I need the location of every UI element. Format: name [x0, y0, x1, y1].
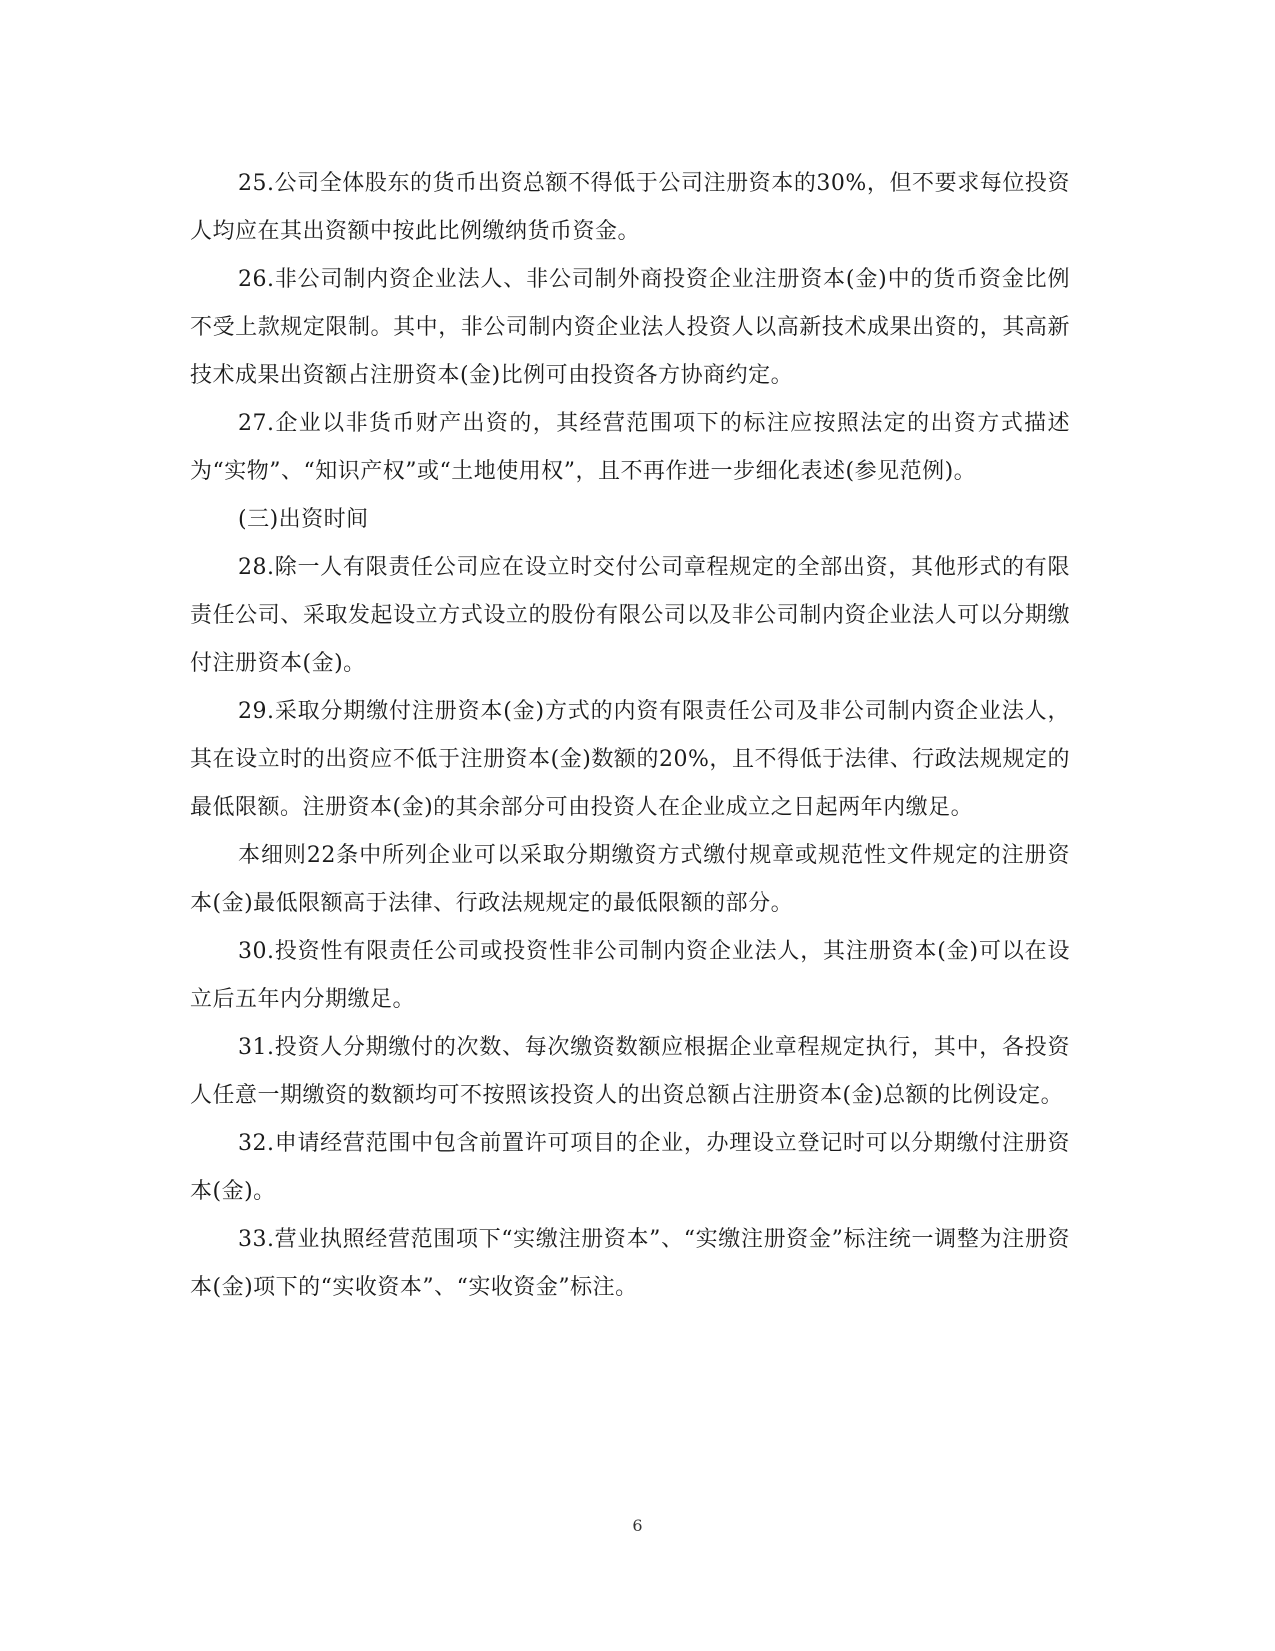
paragraph-32: 32.申请经营范围中包含前置许可项目的企业，办理设立登记时可以分期缴付注册资本(金)。 [190, 1131, 1070, 1204]
page-number: 6 [632, 1516, 643, 1535]
paragraph-29-note: 本细则22条中所列企业可以采取分期缴资方式缴付规章或规范性文件规定的注册资本(金)最低限额高于法律、行政法规规定的最低限额的部分。 [190, 843, 1070, 916]
paragraph-33: 33.营业执照经营范围项下“实缴注册资本”、“实缴注册资金”标注统一调整为注册资本(金)项下的“实收资本”、“实收资金”标注。 [190, 1227, 1070, 1300]
paragraph-26: 26.非公司制内资企业法人、非公司制外商投资企业注册资本(金)中的货币资金比例不受上款规定限制。其中，非公司制内资企业法人投资人以高新技术成果出资的，其高新技术成果出资额占注册资本(金)比例可由投资各方协商约定。 [190, 267, 1070, 388]
section-heading-capital-time: (三)出资时间 [238, 507, 369, 532]
paragraph-28: 28.除一人有限责任公司应在设立时交付公司章程规定的全部出资，其他形式的有限责任公司、采取发起设立方式设立的股份有限公司以及非公司制内资企业法人可以分期缴付注册资本(金)。 [190, 555, 1070, 676]
paragraph-27: 27.企业以非货币财产出资的，其经营范围项下的标注应按照法定的出资方式描述为“实物”、“知识产权”或“土地使用权”，且不再作进一步细化表述(参见范例)。 [190, 411, 1070, 484]
paragraph-29: 29.采取分期缴付注册资本(金)方式的内资有限责任公司及非公司制内资企业法人，其在设立时的出资应不低于注册资本(金)数额的20%，且不得低于法律、行政法规规定的最低限额。注册资本(金)的其余部分可由投资人在企业成立之日起两年内缴足。 [190, 699, 1070, 820]
paragraph-31: 31.投资人分期缴付的次数、每次缴资数额应根据企业章程规定执行，其中，各投资人任意一期缴资的数额均可不按照该投资人的出资总额占注册资本(金)总额的比例设定。 [190, 1035, 1070, 1108]
paragraph-25: 25.公司全体股东的货币出资总额不得低于公司注册资本的30%，但不要求每位投资人均应在其出资额中按此比例缴纳货币资金。 [190, 171, 1070, 244]
document-body [190, 160, 1070, 1312]
paragraph-30: 30.投资性有限责任公司或投资性非公司制内资企业法人，其注册资本(金)可以在设立后五年内分期缴足。 [190, 939, 1070, 1012]
